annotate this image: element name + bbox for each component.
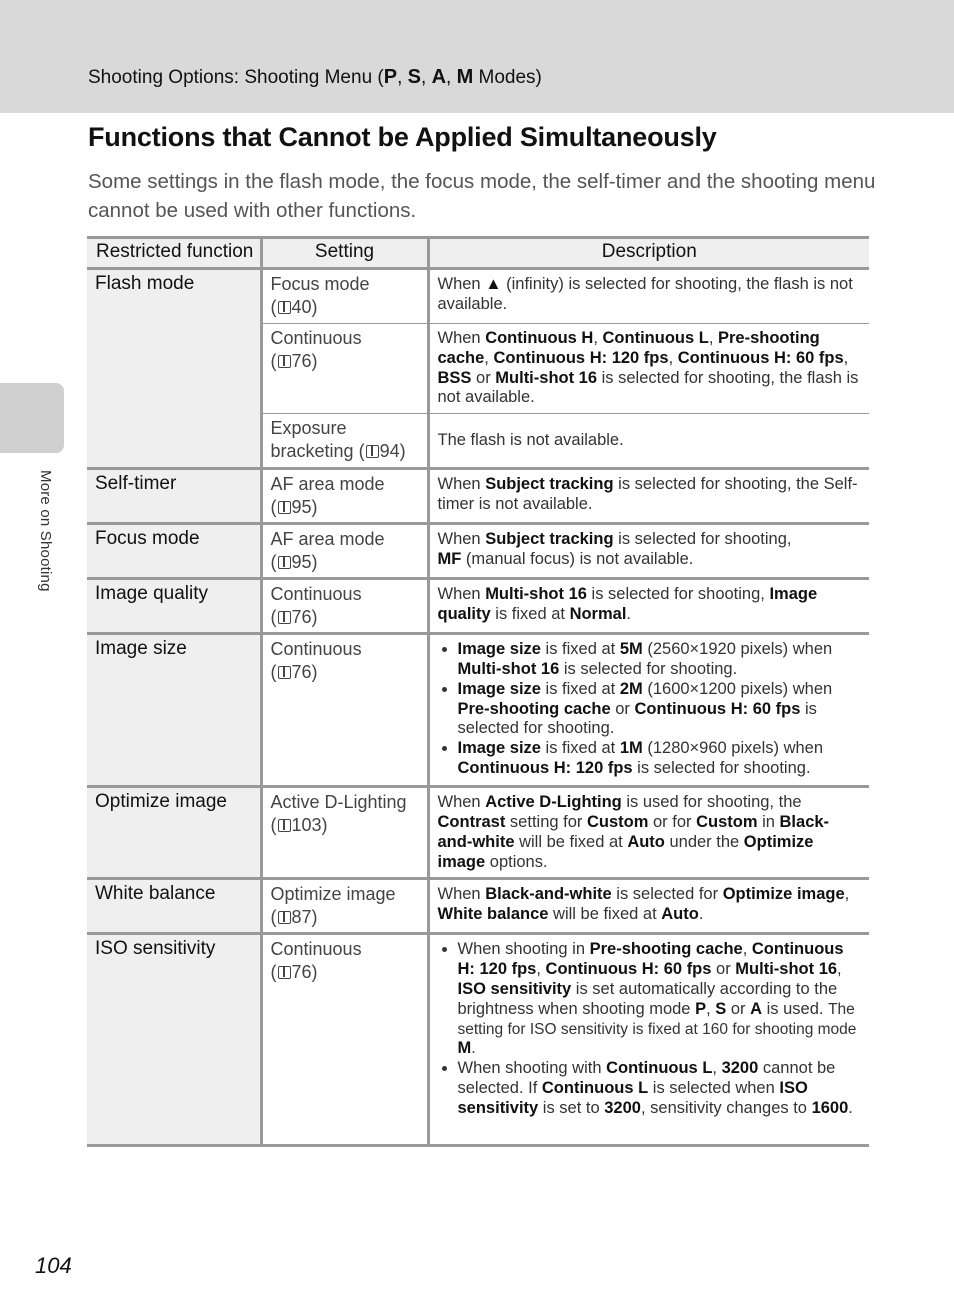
page-ref-icon <box>278 911 291 924</box>
page-ref-icon <box>278 501 291 514</box>
mode-s-icon: S <box>715 999 727 1018</box>
table-row <box>87 524 869 579</box>
infinity-icon: ▲ <box>485 275 502 293</box>
restrictions-table <box>87 236 869 1147</box>
page-ref-icon <box>366 445 379 458</box>
restricted-function: ISO sensitivity <box>87 934 261 1146</box>
restricted-function: Image size <box>87 634 261 787</box>
list-item: • Image size is fixed at 5M (2560×1920 pixels) when Multi-shot 16 is selected for shooting. <box>458 640 862 680</box>
restricted-function: Flash mode <box>87 269 261 469</box>
setting-cell: Focus mode ( 40) <box>261 269 428 324</box>
description-cell: When Subject tracking is selected for shooting, the Self-timer is not available. <box>428 469 869 524</box>
list-item: • When shooting with Continuous L, 3200 cannot be selected. If Continuous L is selected when ISO sensitivity is set to 3200, sensitivity changes to 1600. <box>458 1059 862 1118</box>
description-cell: When Subject tracking is selected for shooting, MF (manual focus) is not available. <box>428 524 869 579</box>
description-cell: When Black-and-white is selected for Optimize image, White balance will be fixed at Auto. <box>428 879 869 934</box>
mode-m-icon: M <box>456 66 474 88</box>
page-ref-icon <box>278 611 291 624</box>
mode-s-icon: S <box>407 66 421 88</box>
column-header-setting: Setting <box>261 238 428 269</box>
setting-cell: Continuous ( 76) <box>261 324 428 414</box>
table-row <box>87 934 869 1146</box>
mode-a-icon: A <box>750 999 763 1018</box>
page-ref-icon <box>278 556 291 569</box>
setting-cell: AF area mode ( 95) <box>261 524 428 579</box>
mode-a-icon: A <box>431 66 447 88</box>
column-header-restricted: Restricted function <box>87 238 261 269</box>
page-ref-icon <box>278 819 291 832</box>
setting-cell: Continuous ( 76) <box>261 634 428 787</box>
page-ref-icon <box>278 966 291 979</box>
page-ref-icon <box>278 301 291 314</box>
mode-p-icon: P <box>383 66 398 88</box>
mode-p-icon: P <box>695 999 707 1018</box>
setting-cell: Optimize image ( 87) <box>261 879 428 934</box>
setting-cell: Continuous ( 76) <box>261 934 428 1146</box>
table-row <box>87 469 869 524</box>
image-size-5m-icon: 5M <box>619 640 643 659</box>
description-cell <box>428 634 869 787</box>
description-cell: When ▲ (infinity) is selected for shooting, the flash is not available. <box>428 269 869 324</box>
setting-cell: Exposure bracketing ( 94) <box>261 414 428 469</box>
setting-cell: Active D-Lighting ( 103) <box>261 787 428 879</box>
page-title: Functions that Cannot be Applied Simultaneously <box>88 122 717 152</box>
description-cell: When Continuous H, Continuous L, Pre-shooting cache, Continuous H: 120 fps, Continuous H: 60 fps, BSS or Multi-shot 16 is selected for shooting, the flash is not available. <box>428 324 869 414</box>
description-cell: When Active D-Lighting is used for shooting, the Contrast setting for Custom or for Custom in Black-and-white will be fixed at Auto under the Optimize image options. <box>428 787 869 879</box>
intro-paragraph: Some settings in the flash mode, the focus mode, the self-timer and the shooting menu cannot be used with other functions. <box>88 170 876 222</box>
page-ref-icon <box>278 355 291 368</box>
running-header: Shooting Options: Shooting Menu (P, S, A, M Modes) <box>88 66 542 88</box>
restricted-function: Optimize image <box>87 787 261 879</box>
mode-m-icon: M <box>457 1039 472 1058</box>
image-size-2m-icon: 2M <box>619 679 643 698</box>
header-band <box>0 0 954 113</box>
list-item: • When shooting in Pre-shooting cache, Continuous H: 120 fps, Continuous H: 60 fps or Multi-shot 16, ISO sensitivity is set automatically according to the brightness when shooting mode P, S or A is used. The setting for ISO sensitivity is fixed at 160 for shooting mode M. <box>458 940 862 1059</box>
page-number: 104 <box>35 1253 72 1278</box>
restricted-function: White balance <box>87 879 261 934</box>
setting-cell: Continuous ( 76) <box>261 579 428 634</box>
image-size-1m-icon: 1M <box>619 739 643 758</box>
section-tab <box>0 383 64 453</box>
description-cell <box>428 934 869 1146</box>
table-row <box>87 269 869 324</box>
list-item: • Image size is fixed at 2M (1600×1200 pixels) when Pre-shooting cache or Continuous H: 60 fps is selected for shooting. <box>458 680 862 739</box>
setting-cell: AF area mode ( 95) <box>261 469 428 524</box>
description-cell: When Multi-shot 16 is selected for shooting, Image quality is fixed at Normal. <box>428 579 869 634</box>
manual-focus-icon: MF <box>437 549 462 568</box>
table-row <box>87 787 869 879</box>
section-tab-label: More on Shooting <box>37 470 54 592</box>
table-row <box>87 634 869 787</box>
table-row <box>87 579 869 634</box>
page-ref-icon <box>278 666 291 679</box>
list-item: • Image size is fixed at 1M (1280×960 pixels) when Continuous H: 120 fps is selected for shooting. <box>458 739 862 779</box>
column-header-description: Description <box>428 238 869 269</box>
description-cell: The flash is not available. <box>428 414 869 469</box>
restricted-function: Self-timer <box>87 469 261 524</box>
table-row <box>87 879 869 934</box>
restricted-function: Image quality <box>87 579 261 634</box>
table-header-row <box>87 238 869 269</box>
restricted-function: Focus mode <box>87 524 261 579</box>
